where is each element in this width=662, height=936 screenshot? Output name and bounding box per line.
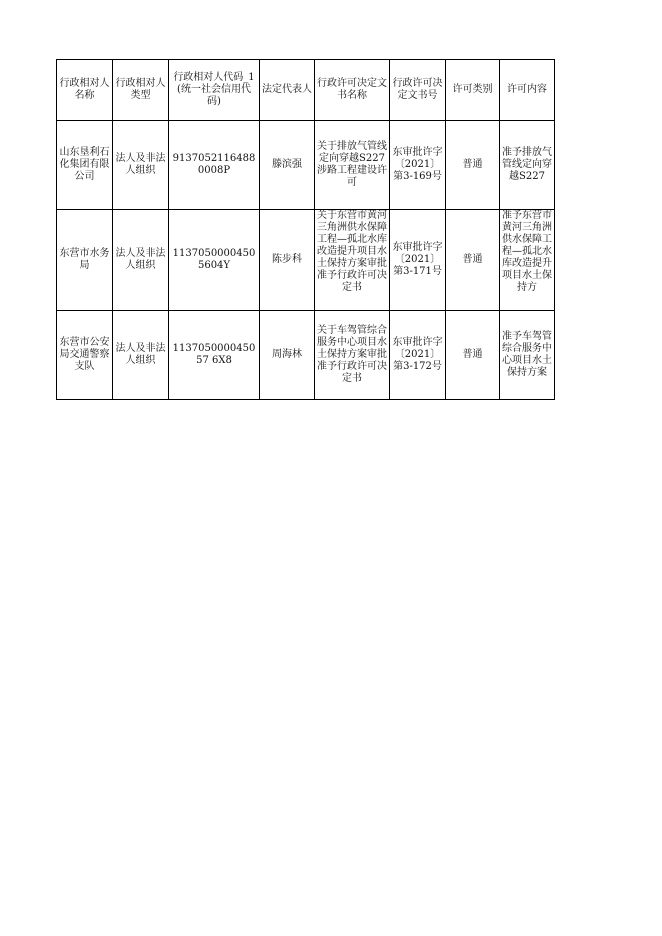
header-cell-code: 行政相对人代码_1(统一社会信用代码) [169, 60, 260, 121]
header-row [57, 60, 555, 121]
header-cell-legal-rep: 法定代表人 [260, 60, 315, 121]
cell-legal-rep: 陈步科 [260, 210, 315, 311]
table-row [57, 311, 555, 400]
cell-type: 法人及非法人组织 [113, 121, 169, 210]
header-cell-doc-name: 行政许可决定文书名称 [315, 60, 390, 121]
cell-category: 普通 [446, 210, 500, 311]
cell-category: 普通 [446, 121, 500, 210]
header-cell-name: 行政相对人名称 [57, 60, 113, 121]
table-row [57, 121, 555, 210]
cell-content-text: 准予东营市黄河三角洲供水保障工程—孤北水库改造提升项目水土保持方 [502, 210, 552, 293]
cell-doc-no: 东审批许字〔2021〕第3-171号 [390, 210, 446, 311]
header-cell-content: 许可内容 [500, 60, 555, 121]
header-cell-doc-no: 行政许可决定文书号 [390, 60, 446, 121]
cell-content: 准予排放气管线定向穿越S227 [500, 121, 555, 210]
cell-legal-rep: 周海林 [260, 311, 315, 400]
cell-type: 法人及非法人组织 [113, 311, 169, 400]
cell-doc-name: 关于车驾管综合服务中心项目水土保持方案审批准予行政许可决定书 [315, 311, 390, 400]
cell-doc-no: 东审批许字〔2021〕第3-169号 [390, 121, 446, 210]
cell-category: 普通 [446, 311, 500, 400]
cell-code: 91370521164880008P [169, 121, 260, 210]
cell-doc-name-text: 关于东营市黄河三角洲供水保障工程—孤北水库改造提升项目水土保持方案审批准予行政许可决定书 [317, 210, 387, 293]
permit-table [56, 59, 555, 400]
cell-doc-name [315, 210, 390, 311]
header-cell-category: 许可类别 [446, 60, 500, 121]
cell-name: 东营市公安局交通警察支队 [57, 311, 113, 400]
cell-legal-rep: 滕滨强 [260, 121, 315, 210]
table-row [57, 210, 555, 311]
cell-content [500, 210, 555, 311]
cell-doc-name: 关于排放气管线定向穿越S227涉路工程建设许可 [315, 121, 390, 210]
header-cell-type: 行政相对人类型 [113, 60, 169, 121]
cell-name: 东营市水务局 [57, 210, 113, 311]
cell-name: 山东垦利石化集团有限公司 [57, 121, 113, 210]
cell-code: 11370500004505604Y [169, 210, 260, 311]
cell-type: 法人及非法人组织 [113, 210, 169, 311]
cell-doc-no: 东审批许字〔2021〕第3-172号 [390, 311, 446, 400]
cell-code: 113705000045057 6X8 [169, 311, 260, 400]
cell-content: 准予车驾管综合服务中心项目水土保持方案 [500, 311, 555, 400]
